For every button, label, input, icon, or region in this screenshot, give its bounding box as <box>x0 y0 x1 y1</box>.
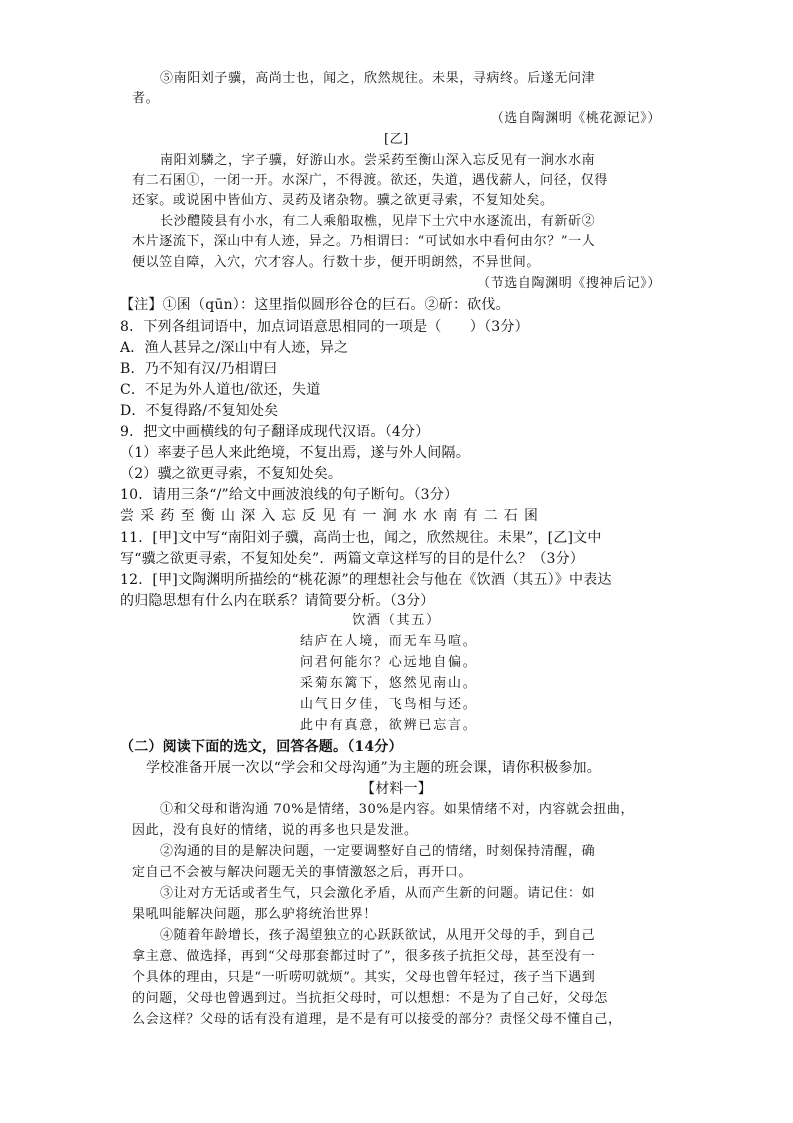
poem-line: 此中有真意，欲辨已忘言。 <box>300 718 478 733</box>
annotation-note: 【注】①囷（qūn）：这里指似圆形谷仓的巨石。②斫：砍伐。 <box>120 297 510 313</box>
material-p4-line-5: 么会这样？父母的话有没有道理，是不是有可以接受的部分？责怪父母不懂自己， <box>132 1012 622 1027</box>
material-p3-line-1: ③让对方无话或者生气，只会激化矛盾，从而产生新的问题。请记住：如 <box>160 886 596 901</box>
poem-line: 结庐在人境，而无车马喧。 <box>300 634 478 649</box>
jia-line-2: 者。 <box>132 91 160 106</box>
q10-sentence: 尝采药至衡山深入忘反见有一涧水水南有二石囷 <box>120 508 545 524</box>
part2-intro: 学校准备开展一次以“学会和父母沟通”为主题的班会课，请你积极参加。 <box>146 760 601 776</box>
q8-stem: 8．下列各组词语中，加点词语意思相同的一项是（ ）（3分） <box>120 319 529 335</box>
material-p4-line-4: 的问题，父母也曾遇到过。当抗拒父母时，可以想想：不是为了自己好，父母怎 <box>132 991 609 1006</box>
q10-stem: 10．请用三条“/”给文中画波浪线的句子断句。（3分） <box>120 487 459 503</box>
q8-option-c: C．不足为外人道也/欲还，失道 <box>120 382 321 398</box>
material-p3-line-2: 果吼叫能解决问题，那么驴将统治世界！ <box>132 907 377 922</box>
material-one-title: 【材料一】 <box>361 781 432 797</box>
poem-line: 问君何能尔？心远地自偏。 <box>300 655 478 670</box>
q9-stem: 9．把文中画横线的句子翻译成现代汉语。（4分） <box>120 424 430 440</box>
material-p2-line-2: 定自己不会被与解决问题无关的事情激怒之后，再开口。 <box>132 865 473 880</box>
material-p1-line-2: 因此，没有良好的情绪，说的再多也只是发泄。 <box>132 823 418 838</box>
q8-option-a: A．渔人甚异之/深山中有人迹，异之 <box>120 340 349 356</box>
q8-option-d: D．不复得路/不复知处矣 <box>120 403 279 419</box>
q11-line-1: 11．[甲]文中写“南阳刘子骥，高尚士也，闻之，欣然规往。未果”，[乙]文中 <box>120 530 602 546</box>
jia-source: （选自陶渊明《桃花源记》） <box>490 111 661 126</box>
material-p4-line-1: ④随着年龄增长，孩子渴望独立的心跃跃欲试，从甩开父母的手，到自己 <box>160 928 596 943</box>
yi-p2-line-2: 木片逐流下，深山中有人迹，异之。乃相谓曰：“可试如水中看何由尔？”一人 <box>132 234 596 249</box>
q12-line-2: 的归隐思想有什么内在联系？请简要分析。（3分） <box>120 593 435 609</box>
material-p4-line-2: 拿主意、做选择，再到“父母那套都过时了”，很多孩子抗拒父母，甚至没有一 <box>132 949 596 964</box>
yi-p1-line-3: 还家。或说囷中皆仙方、灵药及诸杂物。骥之欲更寻索，不复知处矣。 <box>132 193 554 208</box>
q9-sentence-2: （2）骥之欲更寻索，不复知处矣。 <box>120 466 343 482</box>
q12-line-1: 12．[甲]文陶渊明所描绘的“桃花源”的理想社会与他在《饮酒（其五）》中表达 <box>120 572 612 588</box>
yi-p2-line-3: 便以笠自障，入穴，穴才容人。行数十步，便开明朗然，不异世间。 <box>132 255 541 270</box>
poem-title: 饮酒（其五） <box>352 613 441 628</box>
yi-heading: [乙] <box>384 132 409 147</box>
material-p2-line-1: ②沟通的目的是解决问题，一定要调整好自己的情绪，时刻保持清醒，确 <box>160 844 596 859</box>
poem-line: 山气日夕佳，飞鸟相与还。 <box>300 697 478 712</box>
jia-line-1: ⑤南阳刘子骥，高尚士也，闻之，欣然规往。未果，寻病终。后遂无问津 <box>160 71 596 86</box>
q11-line-2: 写“骥之欲更寻索，不复知处矣”．两篇文章这样写的目的是什么？（3分） <box>120 551 585 567</box>
poem-line: 采菊东篱下，悠然见南山。 <box>300 676 478 691</box>
yi-p1-line-2: 有二石囷①，一闭一开。水深广，不得渡。欲还，失道，遇伐薪人，问径，仅得 <box>132 173 609 188</box>
yi-p1-line-1: 南阳刘驎之，字子骥，好游山水。尝采药至衡山深入忘反见有一涧水水南 <box>160 153 596 168</box>
q9-sentence-1: （1）率妻子邑人来此绝境，不复出焉，遂与外人间隔。 <box>120 445 470 461</box>
material-p4-line-3: 个具体的理由，只是“一听唠叨就烦”。其实，父母也曾年轻过，孩子当下遇到 <box>132 970 596 985</box>
yi-source: （节选自陶渊明《搜神后记》） <box>477 276 661 291</box>
yi-p2-line-1: 长沙醴陵县有小水，有二人乘船取樵，见岸下土穴中水逐流出，有新斫② <box>160 214 596 229</box>
material-p1-line-1: ①和父母和谐沟通 70%是情绪，30%是内容。如果情绪不对，内容就会扭曲， <box>160 802 635 817</box>
part2-heading: （二）阅读下面的选文，回答各题。（14分） <box>120 739 403 755</box>
q8-option-b: B．乃不知有汉/乃相谓曰 <box>120 361 278 377</box>
